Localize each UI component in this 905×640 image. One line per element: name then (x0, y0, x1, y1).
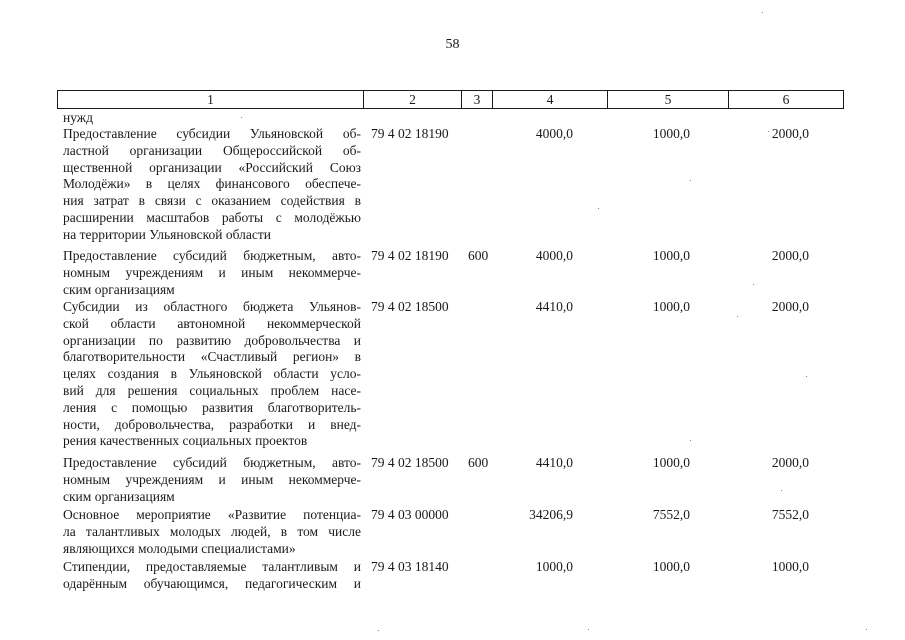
scan-speck (690, 440, 691, 441)
page-number: 58 (445, 37, 460, 52)
row-value-col4: 4000,0 (535, 126, 573, 141)
row-description: Основное мероприятие «Развитие потенциа- ла талантливых молодых людей, в том числе являющихся молодыми специалистами» (63, 507, 361, 556)
row-description: Стипендии, предоставляемые талантливым и одарённым обучающимся, педагогическим и (63, 559, 361, 591)
row-code: 79 4 02 18190 (371, 126, 449, 141)
row-value-col5: 1000,0 (652, 299, 690, 314)
scan-speck (690, 180, 691, 181)
row-description: Субсидии из областного бюджета Ульянов- ской области автономной некоммерческой организации по развитию добровольчества и благотворительности «Счастливый регион» в целях создания в Ульяновской области усло- вий для решения социальных проблем насе- ления с помощью развития благотворитель- ности, добровольчества, разработки и внед- рения качественных социальных проектов (63, 299, 361, 449)
row-value-col4: 4410,0 (535, 299, 573, 314)
row-value-col6: 7552,0 (771, 507, 809, 522)
row-description: Предоставление субсидий бюджетным, авто- номным учреждениям и иным некоммерче- ским организациям (63, 248, 361, 297)
row-value-col5: 1000,0 (652, 455, 690, 470)
row-value-col5: 7552,0 (652, 507, 690, 522)
column-header-row (58, 91, 844, 109)
row-value-col5: 1000,0 (652, 126, 690, 141)
row-code: 79 4 02 18500 (371, 299, 449, 314)
scan-speck (781, 490, 782, 491)
column-header-3: 3 (462, 91, 493, 109)
column-header-table (57, 90, 844, 109)
continuation-text: нужд (63, 110, 93, 125)
scan-speck (598, 208, 599, 209)
row-expense-type: 600 (468, 455, 489, 470)
row-value-col5: 1000,0 (652, 248, 690, 263)
scan-speck (806, 376, 807, 377)
row-value-col4: 1000,0 (535, 559, 573, 574)
row-value-col6: 2000,0 (771, 126, 809, 141)
row-code: 79 4 03 00000 (371, 507, 449, 522)
column-header-5: 5 (608, 91, 729, 109)
row-value-col6: 2000,0 (771, 248, 809, 263)
row-value-col5: 1000,0 (652, 559, 690, 574)
scan-speck (866, 629, 867, 630)
scan-speck (737, 316, 738, 317)
row-value-col6: 1000,0 (771, 559, 809, 574)
row-description: Предоставление субсидии Ульяновской об- ластной организации Общероссийской об- щественной организации «Российский Союз Молодёжи» в целях финансового обеспече- ния затрат в связи с оказанием содействия в расширении масштабов работы с молодёжью на территории Ульяновской области (63, 126, 361, 242)
scan-speck (588, 629, 589, 630)
scan-speck (768, 131, 769, 132)
row-code: 79 4 02 18190 (371, 248, 449, 263)
scan-speck (241, 117, 242, 118)
column-header-1: 1 (58, 91, 364, 109)
row-value-col4: 4410,0 (535, 455, 573, 470)
column-header-4: 4 (493, 91, 608, 109)
column-header-2: 2 (364, 91, 462, 109)
row-value-col4: 34206,9 (529, 507, 573, 522)
row-description: Предоставление субсидий бюджетным, авто- номным учреждениям и иным некоммерче- ским организациям (63, 455, 361, 504)
row-expense-type: 600 (468, 248, 489, 263)
scan-speck (762, 12, 763, 13)
row-code: 79 4 03 18140 (371, 559, 449, 574)
column-header-6: 6 (729, 91, 844, 109)
scan-speck (378, 630, 379, 631)
scan-speck (753, 284, 754, 285)
row-code: 79 4 02 18500 (371, 455, 449, 470)
row-value-col6: 2000,0 (771, 299, 809, 314)
row-value-col6: 2000,0 (771, 455, 809, 470)
row-value-col4: 4000,0 (535, 248, 573, 263)
